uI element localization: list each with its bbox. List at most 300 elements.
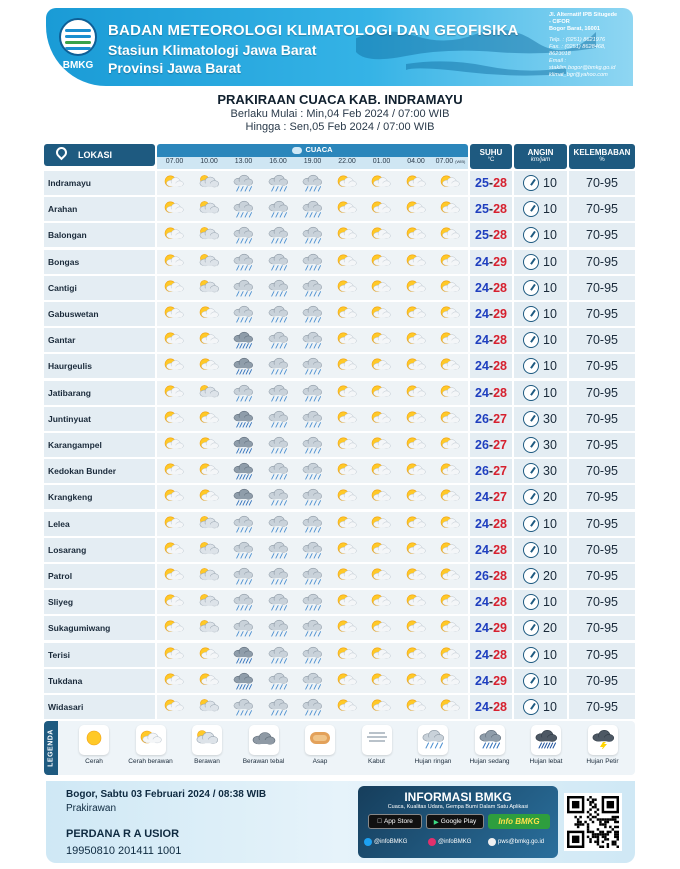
humidity-cell: 70-95 xyxy=(569,590,635,614)
wind-cell xyxy=(514,695,567,719)
time-slot-label: 19.00 xyxy=(303,158,322,165)
location-name: Indramayu xyxy=(44,171,155,195)
weather-icon-hr xyxy=(299,384,325,402)
instagram-icon xyxy=(428,838,436,846)
weather-icon-cb xyxy=(403,279,429,297)
temp-separator: - xyxy=(488,490,494,505)
temp-max: 28 xyxy=(493,700,507,714)
weather-icon-cb xyxy=(196,672,222,690)
temp-separator: - xyxy=(488,359,494,374)
location-name: Sliyeg xyxy=(44,590,155,614)
wind-cell xyxy=(514,590,567,614)
time-slot-text: 07.00 xyxy=(435,158,454,165)
weather-icon-b xyxy=(196,226,222,244)
weather-icon-cb xyxy=(368,698,394,716)
weather-icon-cb xyxy=(368,410,394,428)
location-name: Karangampel xyxy=(44,433,155,457)
weather-icon-hr xyxy=(265,436,291,454)
temp-min: 25 xyxy=(475,228,489,243)
wind-cell xyxy=(514,433,567,457)
humidity-cell: 70-95 xyxy=(569,669,635,693)
weather-icon-hr xyxy=(230,515,256,533)
weather-icon-b xyxy=(196,567,222,585)
weather-icon-cb xyxy=(403,410,429,428)
weather-icons-cell xyxy=(157,433,468,457)
wind-cell xyxy=(514,512,567,536)
wind-cell xyxy=(514,616,567,640)
temp-separator: - xyxy=(488,516,494,531)
weather-icon-hs xyxy=(230,331,256,349)
weather-icon-cb xyxy=(368,174,394,192)
address-line: - CIFOR xyxy=(549,19,570,25)
weather-icon-cb xyxy=(437,305,463,323)
temperature-cell xyxy=(470,354,512,378)
temperature-cell xyxy=(470,433,512,457)
temp-min: 24 xyxy=(475,542,489,557)
weather-icon-cb xyxy=(403,567,429,585)
humidity-cell: 70-95 xyxy=(569,512,635,536)
table-row xyxy=(44,459,635,483)
legend-label: Hujan Petir xyxy=(586,758,619,765)
wind-direction-icon xyxy=(523,411,539,427)
weather-icon-cb xyxy=(161,279,187,297)
weather-icon-cb xyxy=(403,305,429,323)
weather-icon-cb xyxy=(334,253,360,271)
column-label: ANGIN xyxy=(527,148,554,157)
humidity-cell: 70-95 xyxy=(569,643,635,667)
weather-icon-cb xyxy=(368,436,394,454)
column-label: SUHU xyxy=(479,148,503,157)
weather-icon-cb xyxy=(334,174,360,192)
weather-icon-cb xyxy=(368,384,394,402)
weather-icon-cb xyxy=(161,305,187,323)
address-line: Jl. Alternatif IPB Situgede xyxy=(549,12,618,18)
column-header-humidity xyxy=(569,144,635,169)
table-row xyxy=(44,407,635,431)
weather-icon-cb xyxy=(437,174,463,192)
temperature-cell xyxy=(470,485,512,509)
column-header-wind xyxy=(514,144,567,169)
weather-icon-cb xyxy=(437,541,463,559)
weather-icon-cb xyxy=(161,462,187,480)
humidity-cell: 70-95 xyxy=(569,223,635,247)
weather-icon-cb xyxy=(161,384,187,402)
humidity-cell: 70-95 xyxy=(569,197,635,221)
weather-icon-cb xyxy=(437,462,463,480)
weather-icon-cb xyxy=(368,593,394,611)
weather-icon-hr xyxy=(230,619,256,637)
weather-icon-cb xyxy=(196,488,222,506)
temp-min: 25 xyxy=(475,176,489,190)
temp-min: 24 xyxy=(475,700,489,714)
weather-icon-cb xyxy=(403,226,429,244)
humidity-cell: 70-95 xyxy=(569,616,635,640)
wind-direction-icon xyxy=(523,516,539,532)
weather-icon-cb xyxy=(368,462,394,480)
location-name: Terisi xyxy=(44,643,155,667)
social-instagram[interactable] xyxy=(428,838,471,846)
twitter-icon xyxy=(364,838,372,846)
weather-icon-cb xyxy=(403,619,429,637)
legend-label: Asap xyxy=(312,758,328,765)
temp-separator: - xyxy=(488,673,494,688)
weather-icons-cell xyxy=(157,616,468,640)
table-row xyxy=(44,590,635,614)
wind-direction-icon xyxy=(523,673,539,689)
weather-icon-hr xyxy=(299,698,325,716)
wind-speed: 10 xyxy=(543,647,557,662)
wind-speed: 30 xyxy=(543,464,557,479)
weather-icon-hr xyxy=(299,226,325,244)
weather-icon-cb xyxy=(368,619,394,637)
weather-icon-cb xyxy=(161,410,187,428)
time-suffix: (WIB) xyxy=(455,159,466,164)
weather-icon-cb xyxy=(196,646,222,664)
wind-cell xyxy=(514,407,567,431)
humidity-cell: 70-95 xyxy=(569,407,635,431)
wind-speed: 20 xyxy=(543,569,557,583)
wind-speed: 10 xyxy=(543,673,557,688)
temp-min: 26 xyxy=(475,411,489,426)
weather-icons-cell xyxy=(157,459,468,483)
wind-speed: 10 xyxy=(543,542,557,557)
wind-direction-icon xyxy=(523,542,539,558)
table-row xyxy=(44,643,635,667)
location-name: Cantigi xyxy=(44,276,155,300)
legend-hs-icon xyxy=(475,725,505,755)
weather-icon-cb xyxy=(334,305,360,323)
wind-cell xyxy=(514,328,567,352)
weather-icon-hs xyxy=(230,488,256,506)
temp-max: 28 xyxy=(493,359,507,374)
weather-icon-cb xyxy=(334,593,360,611)
weather-icon-hr xyxy=(230,567,256,585)
column-label: CUACA xyxy=(305,145,333,154)
weather-icons-cell xyxy=(157,407,468,431)
location-name: Patrol xyxy=(44,564,155,588)
info-bmkg-panel xyxy=(358,786,558,858)
weather-icon-cb xyxy=(437,488,463,506)
weather-icon-hr xyxy=(265,541,291,559)
app-store-badge[interactable] xyxy=(368,814,422,829)
humidity-cell: 70-95 xyxy=(569,538,635,562)
google-play-label: Google Play xyxy=(440,818,477,825)
wind-direction-icon xyxy=(523,385,539,401)
humidity-cell: 70-95 xyxy=(569,695,635,719)
weather-icon-cb xyxy=(334,331,360,349)
fax-line: Fax. : (0251) 8628468, xyxy=(549,44,606,50)
weather-icons-cell xyxy=(157,695,468,719)
cloud-icon xyxy=(292,147,302,154)
temp-max: 29 xyxy=(493,307,507,321)
agency-name: BADAN METEOROLOGI KLIMATOLOGI DAN GEOFISIKA xyxy=(108,22,519,39)
weather-icon-b xyxy=(196,384,222,402)
legend-label: Berawan tebal xyxy=(242,758,285,765)
wind-direction-icon xyxy=(523,437,539,453)
wind-direction-icon xyxy=(523,280,539,296)
weather-icon-hr xyxy=(265,200,291,218)
temp-separator: - xyxy=(488,202,494,217)
wind-speed: 30 xyxy=(543,411,557,426)
time-header-row xyxy=(157,157,468,169)
weather-icon-hr xyxy=(299,436,325,454)
weather-icon-b xyxy=(196,279,222,297)
weather-icon-cb xyxy=(368,357,394,375)
weather-icon-cb xyxy=(161,226,187,244)
temp-min: 26 xyxy=(475,569,489,583)
legend-item xyxy=(64,725,124,765)
legend-item xyxy=(177,725,237,765)
weather-icon-cb xyxy=(403,200,429,218)
wind-speed: 10 xyxy=(543,228,557,243)
wind-cell xyxy=(514,354,567,378)
humidity-cell: 70-95 xyxy=(569,433,635,457)
weather-icon-hs xyxy=(230,357,256,375)
temp-separator: - xyxy=(488,438,494,452)
wind-direction-icon xyxy=(523,175,539,191)
location-name: Bongas xyxy=(44,250,155,274)
weather-icon-cb xyxy=(161,174,187,192)
weather-icon-hr xyxy=(265,253,291,271)
wind-cell xyxy=(514,669,567,693)
weather-icon-cb xyxy=(161,488,187,506)
weather-icon-cb xyxy=(161,541,187,559)
weather-icon-cb xyxy=(403,698,429,716)
wind-speed: 30 xyxy=(543,438,557,452)
weather-icon-hr xyxy=(230,279,256,297)
title-block xyxy=(0,92,680,133)
weather-icon-hr xyxy=(265,410,291,428)
weather-icon-cb xyxy=(196,462,222,480)
legend-item xyxy=(290,725,350,765)
temperature-cell xyxy=(470,197,512,221)
humidity-cell: 70-95 xyxy=(569,564,635,588)
bmkg-logo xyxy=(54,18,102,78)
weather-icon-hr xyxy=(230,226,256,244)
temp-min: 24 xyxy=(475,621,489,636)
weather-icon-cb xyxy=(368,646,394,664)
weather-icon-hr xyxy=(265,384,291,402)
weather-icon-cb xyxy=(334,515,360,533)
legend-item xyxy=(403,725,463,765)
temp-max: 28 xyxy=(493,595,507,610)
temp-max: 28 xyxy=(493,202,507,217)
column-header-temperature xyxy=(470,144,512,169)
table-row xyxy=(44,538,635,562)
legend xyxy=(44,721,635,775)
wind-speed: 10 xyxy=(543,595,557,610)
humidity-cell: 70-95 xyxy=(569,354,635,378)
weather-icons-cell xyxy=(157,276,468,300)
weather-icon-cb xyxy=(161,567,187,585)
legend-item xyxy=(573,725,633,765)
temperature-cell xyxy=(470,171,512,195)
weather-icon-cb xyxy=(368,305,394,323)
temp-separator: - xyxy=(488,307,494,321)
column-unit: % xyxy=(599,157,605,163)
info-bmkg-app-badge[interactable]: Info BMKG xyxy=(488,814,550,829)
wind-speed: 10 xyxy=(543,516,557,531)
apple-icon xyxy=(377,818,382,825)
table-row xyxy=(44,433,635,457)
legend-cb-icon xyxy=(136,725,166,755)
time-slot-label: 22.00 xyxy=(338,158,356,165)
temp-min: 24 xyxy=(475,307,489,321)
temperature-cell xyxy=(470,381,512,405)
temp-max: 27 xyxy=(493,464,507,479)
temperature-cell xyxy=(470,407,512,431)
temp-max: 28 xyxy=(493,176,507,190)
table-row xyxy=(44,250,635,274)
temp-min: 24 xyxy=(475,673,489,688)
location-name: Gantar xyxy=(44,328,155,352)
table-row xyxy=(44,302,635,326)
legend-hl-icon xyxy=(531,725,561,755)
info-title: INFORMASI BMKG xyxy=(404,790,512,804)
weather-icon-hr xyxy=(299,410,325,428)
weather-icon-cb xyxy=(196,410,222,428)
temp-max: 27 xyxy=(493,438,507,452)
weather-icon-cb xyxy=(368,515,394,533)
wind-cell xyxy=(514,643,567,667)
location-pin-icon xyxy=(54,145,70,161)
weather-icon-hr xyxy=(265,619,291,637)
weather-icon-cb xyxy=(368,331,394,349)
temp-min: 24 xyxy=(475,359,489,374)
weather-icon-hr xyxy=(299,541,325,559)
wind-speed: 10 xyxy=(543,700,557,714)
temp-max: 28 xyxy=(493,333,507,348)
wind-direction-icon xyxy=(523,227,539,243)
social-twitter[interactable] xyxy=(364,838,407,846)
time-slot-label: 07.00 xyxy=(165,158,184,165)
weather-icon-hr xyxy=(299,462,325,480)
weather-icon-cb xyxy=(161,357,187,375)
legend-hp-icon xyxy=(588,725,618,755)
temp-max: 28 xyxy=(493,647,507,662)
temp-separator: - xyxy=(488,411,494,426)
weather-icon-cb xyxy=(196,357,222,375)
temperature-cell xyxy=(470,459,512,483)
temp-separator: - xyxy=(488,595,494,610)
valid-to: Hingga : Sen,05 Feb 2024 / 07:00 WIB xyxy=(245,121,435,133)
column-label: KELEMBABAN xyxy=(573,148,631,157)
weather-icon-cb xyxy=(334,279,360,297)
location-name: Kedokan Bunder xyxy=(44,459,155,483)
google-play-badge[interactable] xyxy=(426,814,484,829)
legend-label: Cerah xyxy=(85,758,103,765)
weather-icon-hr xyxy=(299,646,325,664)
humidity-cell: 70-95 xyxy=(569,302,635,326)
wind-direction-icon xyxy=(523,358,539,374)
wind-speed: 10 xyxy=(543,307,557,321)
weather-icon-hr xyxy=(230,698,256,716)
wind-direction-icon xyxy=(523,463,539,479)
weather-icon-cb xyxy=(196,436,222,454)
legend-label: Hujan sedang xyxy=(469,758,510,765)
wind-speed: 10 xyxy=(543,385,557,400)
weather-icon-cb xyxy=(161,200,187,218)
weather-icon-cb xyxy=(196,305,222,323)
wind-direction-icon xyxy=(523,332,539,348)
temp-min: 24 xyxy=(475,516,489,531)
weather-icon-b xyxy=(196,253,222,271)
weather-icons-cell xyxy=(157,643,468,667)
weather-icon-cb xyxy=(437,226,463,244)
temp-min: 24 xyxy=(475,595,489,610)
weather-icons-cell xyxy=(157,328,468,352)
weather-icon-cb xyxy=(161,331,187,349)
weather-icon-cb xyxy=(161,436,187,454)
weather-icon-cb xyxy=(437,357,463,375)
table-row xyxy=(44,564,635,588)
weather-icon-cb xyxy=(437,593,463,611)
temp-max: 28 xyxy=(493,228,507,243)
valid-from: Berlaku Mulai : Min,04 Feb 2024 / 07:00 WIB xyxy=(230,108,450,120)
weather-icon-cb xyxy=(334,646,360,664)
weather-icon-cb xyxy=(161,253,187,271)
weather-icons-cell xyxy=(157,590,468,614)
social-email[interactable] xyxy=(488,838,544,846)
temp-separator: - xyxy=(488,228,494,243)
weather-icon-hr xyxy=(299,174,325,192)
wind-speed: 10 xyxy=(543,333,557,348)
temperature-cell xyxy=(470,669,512,693)
temp-max: 27 xyxy=(493,411,507,426)
email-label: Email : xyxy=(549,58,567,64)
weather-icon-cb xyxy=(334,567,360,585)
wind-speed: 20 xyxy=(543,490,557,505)
header-banner xyxy=(46,8,633,86)
weather-icon-hr xyxy=(230,174,256,192)
app-store-label: App Store xyxy=(381,818,411,825)
weather-icon-b xyxy=(196,541,222,559)
temperature-cell xyxy=(470,616,512,640)
temp-min: 24 xyxy=(475,490,489,505)
weather-icon-cb xyxy=(403,331,429,349)
weather-icon-hr xyxy=(299,593,325,611)
weather-icon-cb xyxy=(161,593,187,611)
table-row xyxy=(44,485,635,509)
weather-icon-b xyxy=(196,619,222,637)
wind-speed: 10 xyxy=(543,202,557,217)
legend-tag xyxy=(44,721,58,775)
weather-icon-b xyxy=(196,174,222,192)
time-slot-label: 01.00 xyxy=(372,158,391,165)
temp-separator: - xyxy=(488,542,494,557)
temperature-cell xyxy=(470,223,512,247)
location-name: Losarang xyxy=(44,538,155,562)
table-row xyxy=(44,328,635,352)
wind-direction-icon xyxy=(523,568,539,584)
legend-kabut-icon xyxy=(362,725,392,755)
wind-speed: 10 xyxy=(543,176,557,190)
qr-code[interactable] xyxy=(564,793,622,851)
weather-icon-hr xyxy=(230,253,256,271)
table-row xyxy=(44,381,635,405)
weather-icon-hr xyxy=(299,357,325,375)
weather-icon-hr xyxy=(265,279,291,297)
weather-icon-cb xyxy=(437,646,463,664)
temperature-cell xyxy=(470,538,512,562)
wind-cell xyxy=(514,197,567,221)
wind-cell xyxy=(514,171,567,195)
temp-max: 28 xyxy=(493,516,507,531)
column-header-location xyxy=(44,144,155,166)
location-name: Lelea xyxy=(44,512,155,536)
table-row xyxy=(44,276,635,300)
location-name: Sukagumiwang xyxy=(44,616,155,640)
